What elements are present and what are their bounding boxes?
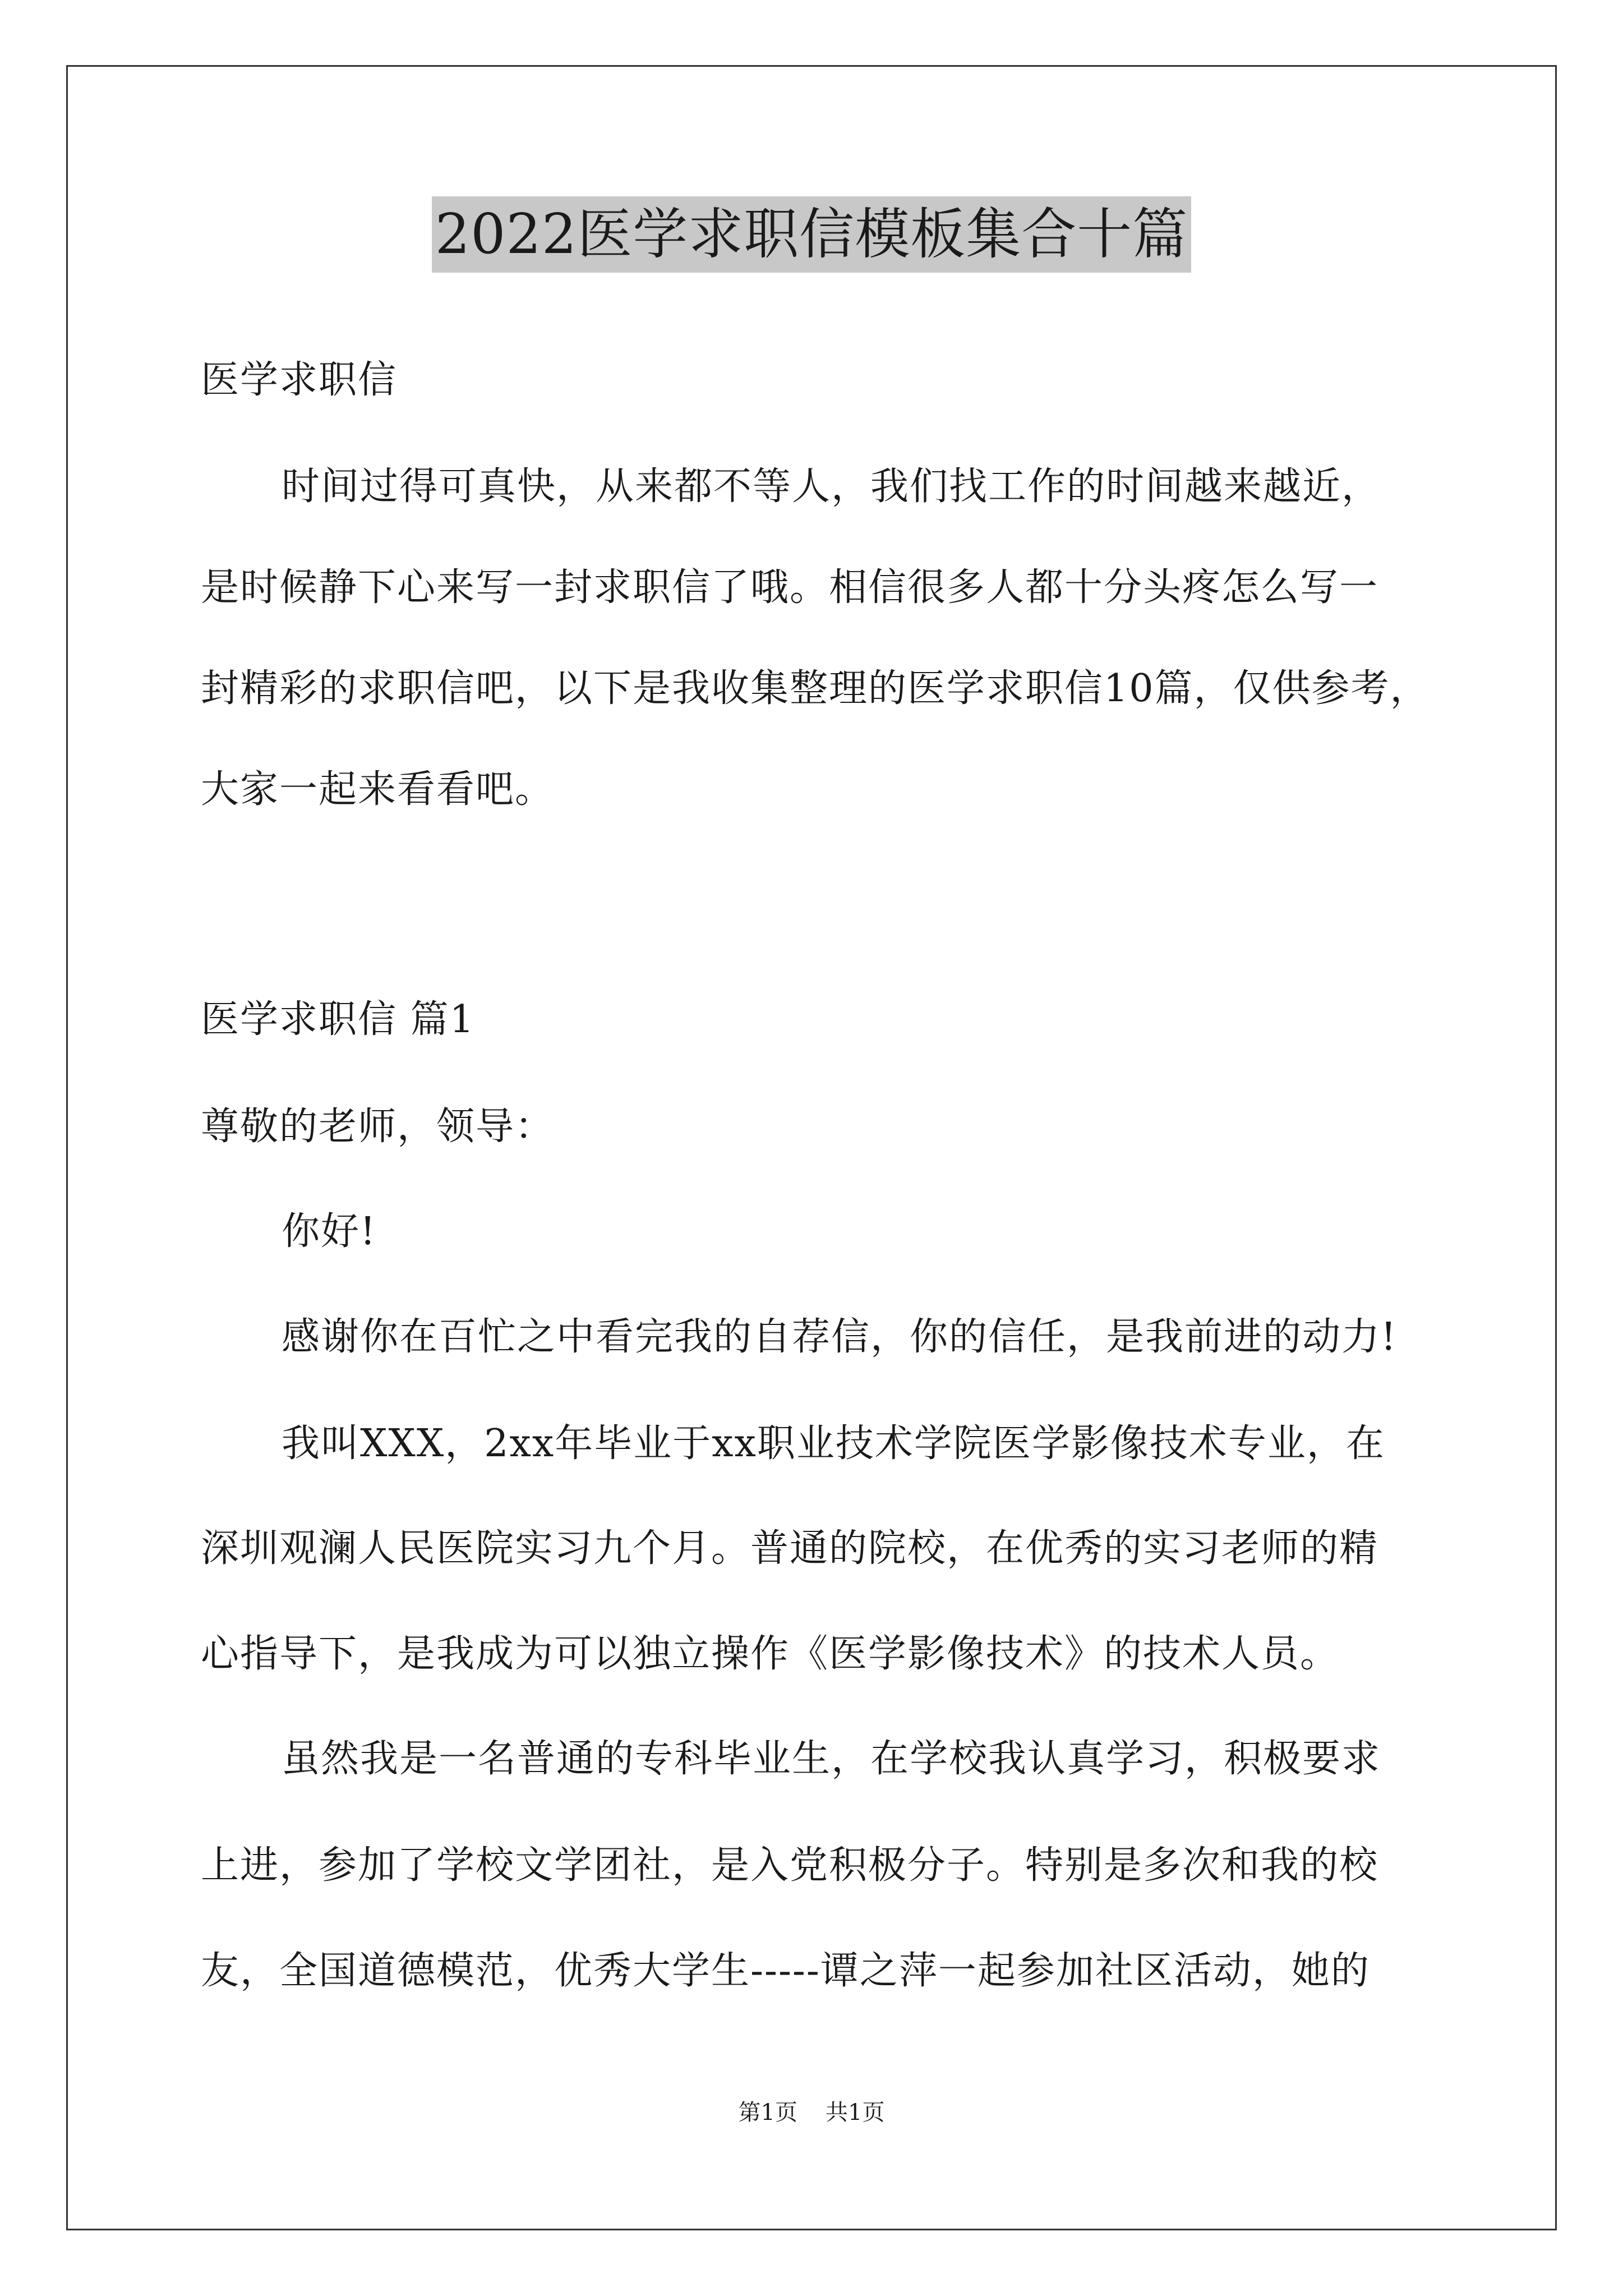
intro-heading: 医学求职信 [201, 358, 398, 402]
intro-line-1: 时间过得可真快，从来都不等人，我们找工作的时间越来越近， [282, 464, 1381, 509]
intro-line-2: 是时候静下心来写一封求职信了哦。相信很多人都十分头疼怎么写一 [201, 565, 1379, 610]
intro-line-3: 封精彩的求职信吧，以下是我收集整理的医学求职信10篇，仅供参考， [201, 666, 1430, 711]
section-heading: 医学求职信 篇1 [201, 997, 475, 1042]
greeting: 你好! [282, 1209, 377, 1254]
intro-line-4: 大家一起来看看吧。 [201, 767, 555, 812]
document-title: 2022医学求职信模板集合十篇 [432, 196, 1191, 273]
paragraph-3-line-1: 虽然我是一名普通的专科毕业生，在学校我认真学习，积极要求 [282, 1737, 1381, 1781]
page-footer [0, 2097, 1623, 2128]
paragraph-2-line-1: 我叫XXX，2xx年毕业于xx职业技术学院医学影像技术专业，在 [282, 1421, 1385, 1466]
paragraph-3-line-3: 友，全国道德模范，优秀大学生-----谭之萍一起参加社区活动，她的 [201, 1949, 1370, 1993]
paragraph-2-line-3: 心指导下，是我成为可以独立操作《医学影像技术》的技术人员。 [201, 1632, 1340, 1676]
paragraph-1-line-1: 感谢你在百忙之中看完我的自荐信，你的信任，是我前进的动力! [282, 1315, 1398, 1359]
paragraph-2-line-2: 深圳观澜人民医院实习九个月。普通的院校，在优秀的实习老师的精 [201, 1526, 1379, 1571]
page-number: 第1页 [738, 2100, 797, 2125]
title-container [0, 196, 1623, 273]
salutation: 尊敬的老师，领导： [201, 1105, 555, 1149]
page-total: 共1页 [826, 2100, 885, 2125]
paragraph-3-line-2: 上进，参加了学校文学团社，是入党积极分子。特别是多次和我的校 [201, 1843, 1379, 1888]
